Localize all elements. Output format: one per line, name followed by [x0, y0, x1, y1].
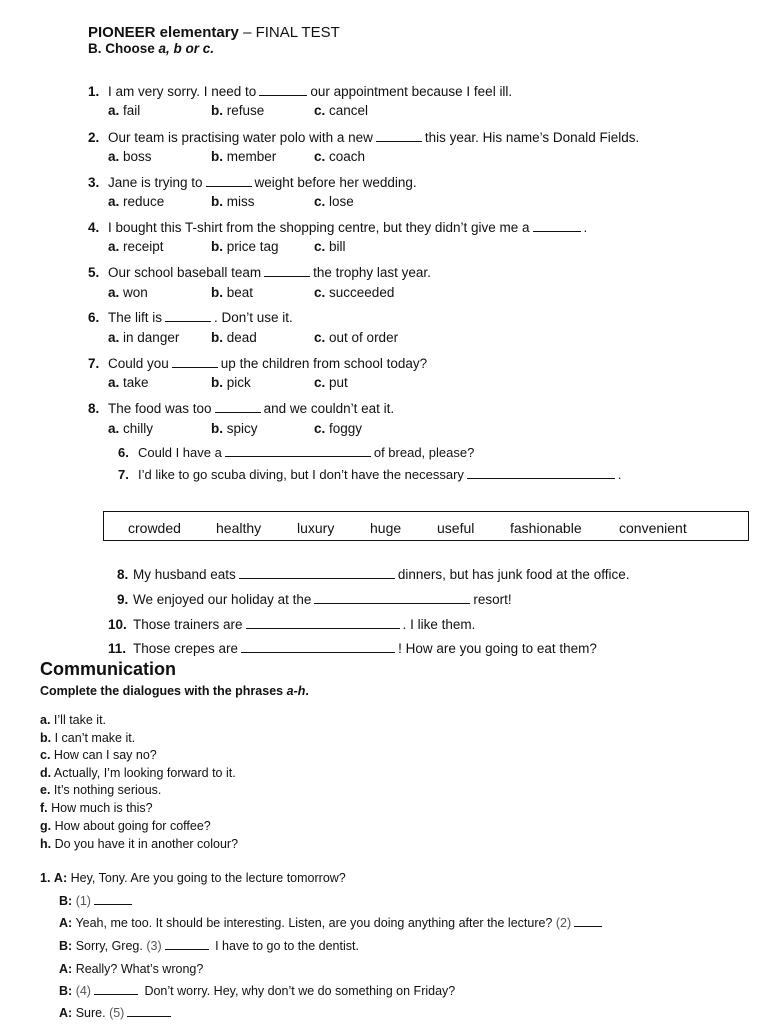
question-text: Our school baseball team — [108, 265, 262, 280]
option-letter: b. — [211, 149, 223, 164]
option-text: beat — [226, 285, 254, 300]
option-a[interactable] — [108, 194, 164, 209]
dialogue-number: 1. — [40, 871, 51, 885]
option-letter: b. — [211, 285, 223, 300]
option-a[interactable] — [108, 330, 179, 345]
gap-number: (2) — [555, 916, 572, 930]
answer-blank[interactable] — [533, 221, 581, 232]
answer-blank[interactable] — [246, 618, 400, 629]
option-text: coach — [329, 149, 366, 164]
option-text: foggy — [329, 421, 363, 436]
sentence-text-end: dinners, but has junk food at the office. — [397, 567, 630, 582]
line-text: Sorry, Greg. — [75, 939, 143, 953]
option-b[interactable] — [211, 194, 255, 209]
phrase-letter: f. — [40, 801, 48, 815]
phrase-text: Actually, I’m looking forward to it. — [53, 766, 236, 780]
dialogue-line — [59, 894, 135, 908]
option-letter: b. — [211, 375, 223, 390]
option-letter: b. — [211, 103, 223, 118]
word-box-item: convenient — [619, 520, 687, 536]
option-c[interactable] — [314, 330, 398, 345]
sentence-text: We enjoyed our holiday at the — [133, 592, 312, 607]
option-letter: a. — [108, 239, 120, 254]
option-a[interactable] — [108, 239, 164, 254]
option-letter: b. — [211, 330, 223, 345]
word-box — [103, 511, 749, 541]
sentence-text-end: of bread, please? — [373, 445, 475, 460]
question-number: 6. — [88, 310, 100, 325]
option-text: out of order — [329, 330, 399, 345]
speaker-label: A: — [53, 871, 68, 885]
phrase-text: It’s nothing serious. — [53, 783, 162, 797]
option-c[interactable] — [314, 194, 354, 209]
phrase-text: I’ll take it. — [53, 713, 107, 727]
word-box-item: luxury — [297, 520, 335, 536]
instruction-text: B. Choose — [88, 41, 159, 56]
line-text: Sure. — [75, 1006, 106, 1020]
option-text: reduce — [123, 194, 165, 209]
option-letter: c. — [314, 285, 326, 300]
option-text: receipt — [123, 239, 164, 254]
sentence-number: 8. — [117, 567, 129, 582]
phrase-item — [40, 783, 161, 797]
option-text: take — [123, 375, 149, 390]
instruction-text: Complete the dialogues with the phrases — [40, 684, 287, 698]
option-text: cancel — [329, 103, 369, 118]
question-text: The lift is — [108, 310, 163, 325]
gap-number: (3) — [146, 939, 162, 953]
answer-blank[interactable] — [165, 311, 211, 322]
sentence-number: 7. — [118, 467, 129, 482]
question-text: Could you — [108, 356, 169, 371]
question-7 — [88, 356, 427, 371]
dialogue-line — [59, 962, 203, 976]
gap-number: (5) — [109, 1006, 125, 1020]
phrase-letter: h. — [40, 837, 52, 851]
word-box-item: useful — [437, 520, 475, 536]
question-6 — [88, 310, 293, 325]
option-text: won — [123, 285, 148, 300]
question-text: I am very sorry. I need to — [108, 84, 257, 99]
option-text: price tag — [226, 239, 279, 254]
question-number: 7. — [88, 356, 100, 371]
dialogue-line — [59, 984, 455, 998]
answer-blank[interactable] — [259, 85, 307, 96]
option-text: succeeded — [329, 285, 395, 300]
option-letter: a. — [108, 330, 120, 345]
option-text: chilly — [123, 421, 154, 436]
dialogue-line — [59, 1006, 174, 1020]
gap-number: (4) — [75, 984, 91, 998]
fill-sentence-7 — [118, 467, 622, 482]
option-text: lose — [329, 194, 354, 209]
phrase-letter: e. — [40, 783, 51, 797]
option-letter: b. — [211, 239, 223, 254]
option-c[interactable] — [314, 375, 348, 390]
option-c[interactable] — [314, 239, 346, 254]
sentence-number: 9. — [117, 592, 129, 607]
question-text-end: up the children from school today? — [220, 356, 428, 371]
option-letter: a. — [108, 149, 120, 164]
option-text: member — [226, 149, 277, 164]
option-a[interactable] — [108, 285, 148, 300]
option-letter: a. — [108, 375, 120, 390]
question-number: 3. — [88, 175, 100, 190]
fill-sentence-6 — [118, 445, 474, 460]
option-b[interactable] — [211, 421, 258, 436]
phrase-text: How about going for coffee? — [54, 819, 211, 833]
option-letter: c. — [314, 330, 326, 345]
speaker-label: B: — [59, 939, 73, 953]
question-5 — [88, 265, 431, 280]
question-1 — [88, 84, 512, 99]
speaker-label: B: — [59, 984, 73, 998]
option-b[interactable] — [211, 149, 276, 164]
instruction-end: . — [305, 684, 309, 698]
phrase-letter: c. — [40, 748, 51, 762]
question-text-end: weight before her wedding. — [254, 175, 417, 190]
question-number: 4. — [88, 220, 100, 235]
line-text: Hey, Tony. Are you going to the lecture tomorrow? — [70, 871, 346, 885]
option-text: miss — [226, 194, 255, 209]
instruction-abc: a, b or c. — [158, 41, 215, 56]
sentence-number: 6. — [118, 445, 129, 460]
line-text-end: I have to go to the dentist. — [215, 939, 359, 953]
phrase-text: I can’t make it. — [54, 731, 136, 745]
option-b[interactable] — [211, 330, 257, 345]
option-letter: c. — [314, 375, 326, 390]
question-number: 5. — [88, 265, 100, 280]
answer-blank[interactable] — [225, 446, 371, 457]
phrase-letter: a. — [40, 713, 51, 727]
option-text: bill — [329, 239, 346, 254]
fill-sentence-10 — [108, 617, 475, 632]
option-a[interactable] — [108, 149, 152, 164]
word-box-item: crowded — [128, 520, 181, 536]
question-text: I bought this T-shirt from the shopping centre, but they didn’t give me a — [108, 220, 530, 235]
fill-sentence-11 — [108, 641, 597, 656]
section-b-instruction — [88, 41, 214, 56]
answer-blank[interactable] — [94, 894, 132, 905]
sentence-text-end: . — [617, 467, 622, 482]
phrase-item — [40, 801, 153, 815]
speaker-label: B: — [59, 894, 73, 908]
option-b[interactable] — [211, 239, 279, 254]
question-4 — [88, 220, 587, 235]
sentence-text-end: . I like them. — [402, 617, 476, 632]
option-letter: a. — [108, 103, 120, 118]
option-letter: b. — [211, 194, 223, 209]
phrase-letter: b. — [40, 731, 52, 745]
option-text: in danger — [123, 330, 180, 345]
word-box-item: fashionable — [510, 520, 582, 536]
answer-blank[interactable] — [127, 1006, 171, 1017]
question-text: Jane is trying to — [108, 175, 203, 190]
answer-blank[interactable] — [314, 593, 470, 604]
fill-sentence-8 — [117, 567, 629, 582]
question-3 — [88, 175, 417, 190]
title-bold: PIONEER elementary — [88, 24, 239, 41]
line-text-end: Don’t worry. Hey, why don’t we do something on Friday? — [144, 984, 456, 998]
phrase-item — [40, 713, 106, 727]
option-letter: c. — [314, 421, 326, 436]
sentence-text-end: ! How are you going to eat them? — [398, 641, 597, 656]
phrase-item — [40, 766, 236, 780]
answer-blank[interactable] — [206, 176, 252, 187]
line-text: Yeah, me too. It should be interesting. Listen, are you doing anything after the lecture? — [75, 916, 553, 930]
instruction-range: a-h — [286, 684, 306, 698]
gap-number: (1) — [75, 894, 91, 908]
option-letter: c. — [314, 103, 326, 118]
phrase-letter: d. — [40, 766, 52, 780]
sentence-number: 11. — [108, 641, 127, 656]
answer-blank[interactable] — [241, 642, 395, 653]
option-letter: c. — [314, 194, 326, 209]
phrase-text: How much is this? — [51, 801, 153, 815]
dialogue-line — [59, 916, 605, 930]
sentence-text: Could I have a — [138, 445, 222, 460]
answer-blank[interactable] — [376, 131, 422, 142]
option-a[interactable] — [108, 103, 140, 118]
sentence-text: My husband eats — [133, 567, 236, 582]
title-rest: – FINAL TEST — [238, 24, 340, 41]
option-letter: a. — [108, 285, 120, 300]
option-a[interactable] — [108, 421, 153, 436]
question-text-end: the trophy last year. — [313, 265, 431, 280]
phrase-letter: g. — [40, 819, 52, 833]
sentence-number: 10. — [108, 617, 127, 632]
sentence-text-end: resort! — [473, 592, 512, 607]
phrase-text: How can I say no? — [53, 748, 157, 762]
communication-title: Communication — [40, 659, 177, 679]
phrase-item — [40, 837, 238, 851]
question-text-end: . Don’t use it. — [214, 310, 293, 325]
option-b[interactable] — [211, 285, 253, 300]
question-text-end: . — [583, 220, 588, 235]
communication-instruction — [40, 684, 309, 698]
option-letter: b. — [211, 421, 223, 436]
answer-blank[interactable] — [172, 357, 218, 368]
question-text-end: our appointment because I feel ill. — [310, 84, 513, 99]
answer-blank[interactable] — [264, 266, 310, 277]
option-b[interactable] — [211, 103, 264, 118]
option-text: spicy — [226, 421, 258, 436]
speaker-label: A: — [59, 916, 73, 930]
option-text: pick — [226, 375, 251, 390]
answer-blank[interactable] — [239, 568, 395, 579]
question-8 — [88, 401, 394, 416]
option-text: boss — [123, 149, 152, 164]
word-box-item: healthy — [216, 520, 262, 536]
question-number: 2. — [88, 130, 100, 145]
option-letter: a. — [108, 421, 120, 436]
question-text: Our team is practising water polo with a new — [108, 130, 373, 145]
question-text: The food was too — [108, 401, 212, 416]
option-text: fail — [123, 103, 141, 118]
fill-sentence-9 — [117, 592, 512, 607]
option-letter: a. — [108, 194, 120, 209]
option-c[interactable] — [314, 285, 394, 300]
phrase-item — [40, 748, 157, 762]
question-number: 8. — [88, 401, 100, 416]
option-c[interactable] — [314, 149, 365, 164]
option-a[interactable] — [108, 375, 149, 390]
sentence-text: I’d like to go scuba diving, but I don’t have the necessary — [138, 467, 464, 482]
answer-blank[interactable] — [467, 468, 615, 479]
option-letter: c. — [314, 239, 326, 254]
answer-blank[interactable] — [94, 984, 138, 995]
answer-blank[interactable] — [574, 916, 602, 927]
option-b[interactable] — [211, 375, 251, 390]
option-c[interactable] — [314, 103, 368, 118]
option-text: put — [329, 375, 348, 390]
speaker-label: A: — [59, 962, 73, 976]
speaker-label: A: — [59, 1006, 73, 1020]
option-text: refuse — [226, 103, 265, 118]
sentence-text: Those crepes are — [133, 641, 239, 656]
phrase-text: Do you have it in another colour? — [54, 837, 239, 851]
word-box-item: huge — [370, 520, 402, 536]
test-title — [88, 24, 340, 41]
answer-blank[interactable] — [215, 402, 261, 413]
dialogue-line — [59, 939, 359, 953]
phrase-item — [40, 819, 211, 833]
phrase-item — [40, 731, 135, 745]
option-text: dead — [226, 330, 257, 345]
line-text: Really? What’s wrong? — [75, 962, 204, 976]
question-text-end: this year. His name’s Donald Fields. — [424, 130, 640, 145]
question-text-end: and we couldn’t eat it. — [263, 401, 395, 416]
option-letter: c. — [314, 149, 326, 164]
dialogue-line — [40, 871, 346, 885]
answer-blank[interactable] — [165, 939, 209, 950]
sentence-text: Those trainers are — [133, 617, 243, 632]
question-number: 1. — [88, 84, 100, 99]
option-c[interactable] — [314, 421, 362, 436]
question-2 — [88, 130, 639, 145]
